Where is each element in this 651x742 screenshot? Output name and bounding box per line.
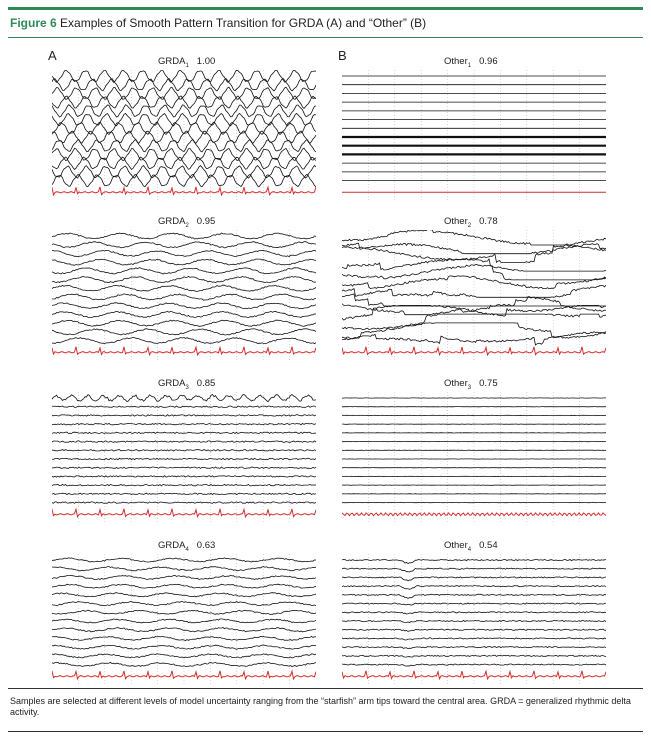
panel-subscript: 3 [185,384,189,391]
panel-label [444,540,498,553]
eeg-channel-trace [52,654,316,658]
eeg-channel-trace [342,568,606,572]
eeg-panel [342,540,606,686]
top-rule [8,7,643,10]
eeg-trace-plot [52,554,316,686]
panel-class-name: Other [444,56,468,67]
eeg-panel [52,540,316,686]
eeg-channel-trace [52,610,316,614]
eeg-trace-plot [342,70,606,202]
panel-class-name: GRDA [158,378,186,389]
panel-confidence-value: 0.95 [196,216,216,227]
eeg-panel [52,216,316,362]
panel-class-name: GRDA [158,540,186,551]
panel-label [444,378,498,391]
eeg-channel-trace [52,423,316,425]
panel-class-name: Other [444,216,468,227]
figure-title [10,16,426,30]
panel-confidence-value: 1.00 [196,56,216,67]
eeg-channel-trace [342,314,606,330]
eeg-channel-trace [52,303,316,309]
eeg-trace-plot [342,230,606,362]
eeg-channel-trace [52,567,316,571]
eeg-channel-trace [342,629,606,631]
eeg-channel-trace [342,603,606,605]
panel-label [158,216,215,229]
panel-confidence-value: 0.85 [196,378,216,389]
bottom-rule [8,731,643,732]
eeg-channel-trace [52,558,316,562]
eeg-channel-trace [52,259,316,265]
panel-class-name: Other [444,378,468,389]
panel-confidence-value: 0.96 [479,56,498,67]
panel-confidence-value: 0.54 [479,540,498,551]
eeg-channel-trace [52,311,316,317]
panel-confidence-value: 0.63 [196,540,216,551]
eeg-channel-trace [52,662,316,666]
eeg-channel-trace [52,415,316,416]
figure-label: Figure 6 [10,16,57,30]
eeg-channel-trace [52,467,316,468]
eeg-channel-trace [342,620,606,622]
eeg-channel-trace [342,559,606,563]
eeg-panel [342,56,606,202]
eeg-panel [342,216,606,362]
panel-subscript: 4 [185,546,189,553]
column-letter-b: B [338,48,347,63]
eeg-channel-trace [342,612,606,614]
panel-subscript: 1 [467,62,472,69]
column-letter-a: A [48,48,57,63]
eeg-channel-trace [342,323,606,339]
panel-class-name: GRDA [158,216,186,227]
eeg-channel-trace [342,276,606,289]
eeg-trace-plot [342,392,606,524]
panel-class-name: GRDA [158,56,186,67]
figure-title-text: Examples of Smooth Pattern Transition for GRDA (A) and “Other” (B) [60,16,427,30]
eeg-channel-trace [52,502,316,503]
panel-subscript: 2 [467,222,472,229]
eeg-panel [52,378,316,524]
eeg-trace-plot [52,392,316,524]
eeg-trace-plot [52,230,316,362]
eeg-channel-trace [52,441,316,442]
figure-caption: Samples are selected at different levels of model uncertainty ranging from the “starfish” arm tips toward the central area. GRDA = generalized rhythmic delta activity. [10,696,631,717]
panel-label [158,540,215,553]
panel-label [444,56,498,69]
panel-confidence-value: 0.78 [479,216,498,227]
panel-label [158,378,215,391]
panel-confidence-value: 0.75 [479,378,498,389]
panel-subscript: 2 [185,222,189,229]
caption-rule [8,688,643,689]
eeg-channel-trace [52,432,316,433]
eeg-panel [342,378,606,524]
panel-label [158,56,215,69]
title-rule [8,37,643,38]
panel-class-name: Other [444,540,468,551]
eeg-trace-plot [342,554,606,686]
eeg-trace-plot [52,70,316,202]
eeg-channel-trace [52,268,316,274]
eeg-panel [52,56,316,202]
panel-label [444,216,498,229]
panel-subscript: 3 [467,384,472,391]
panel-subscript: 4 [467,546,472,553]
eeg-channel-trace [52,78,316,91]
panel-subscript: 1 [185,62,189,69]
